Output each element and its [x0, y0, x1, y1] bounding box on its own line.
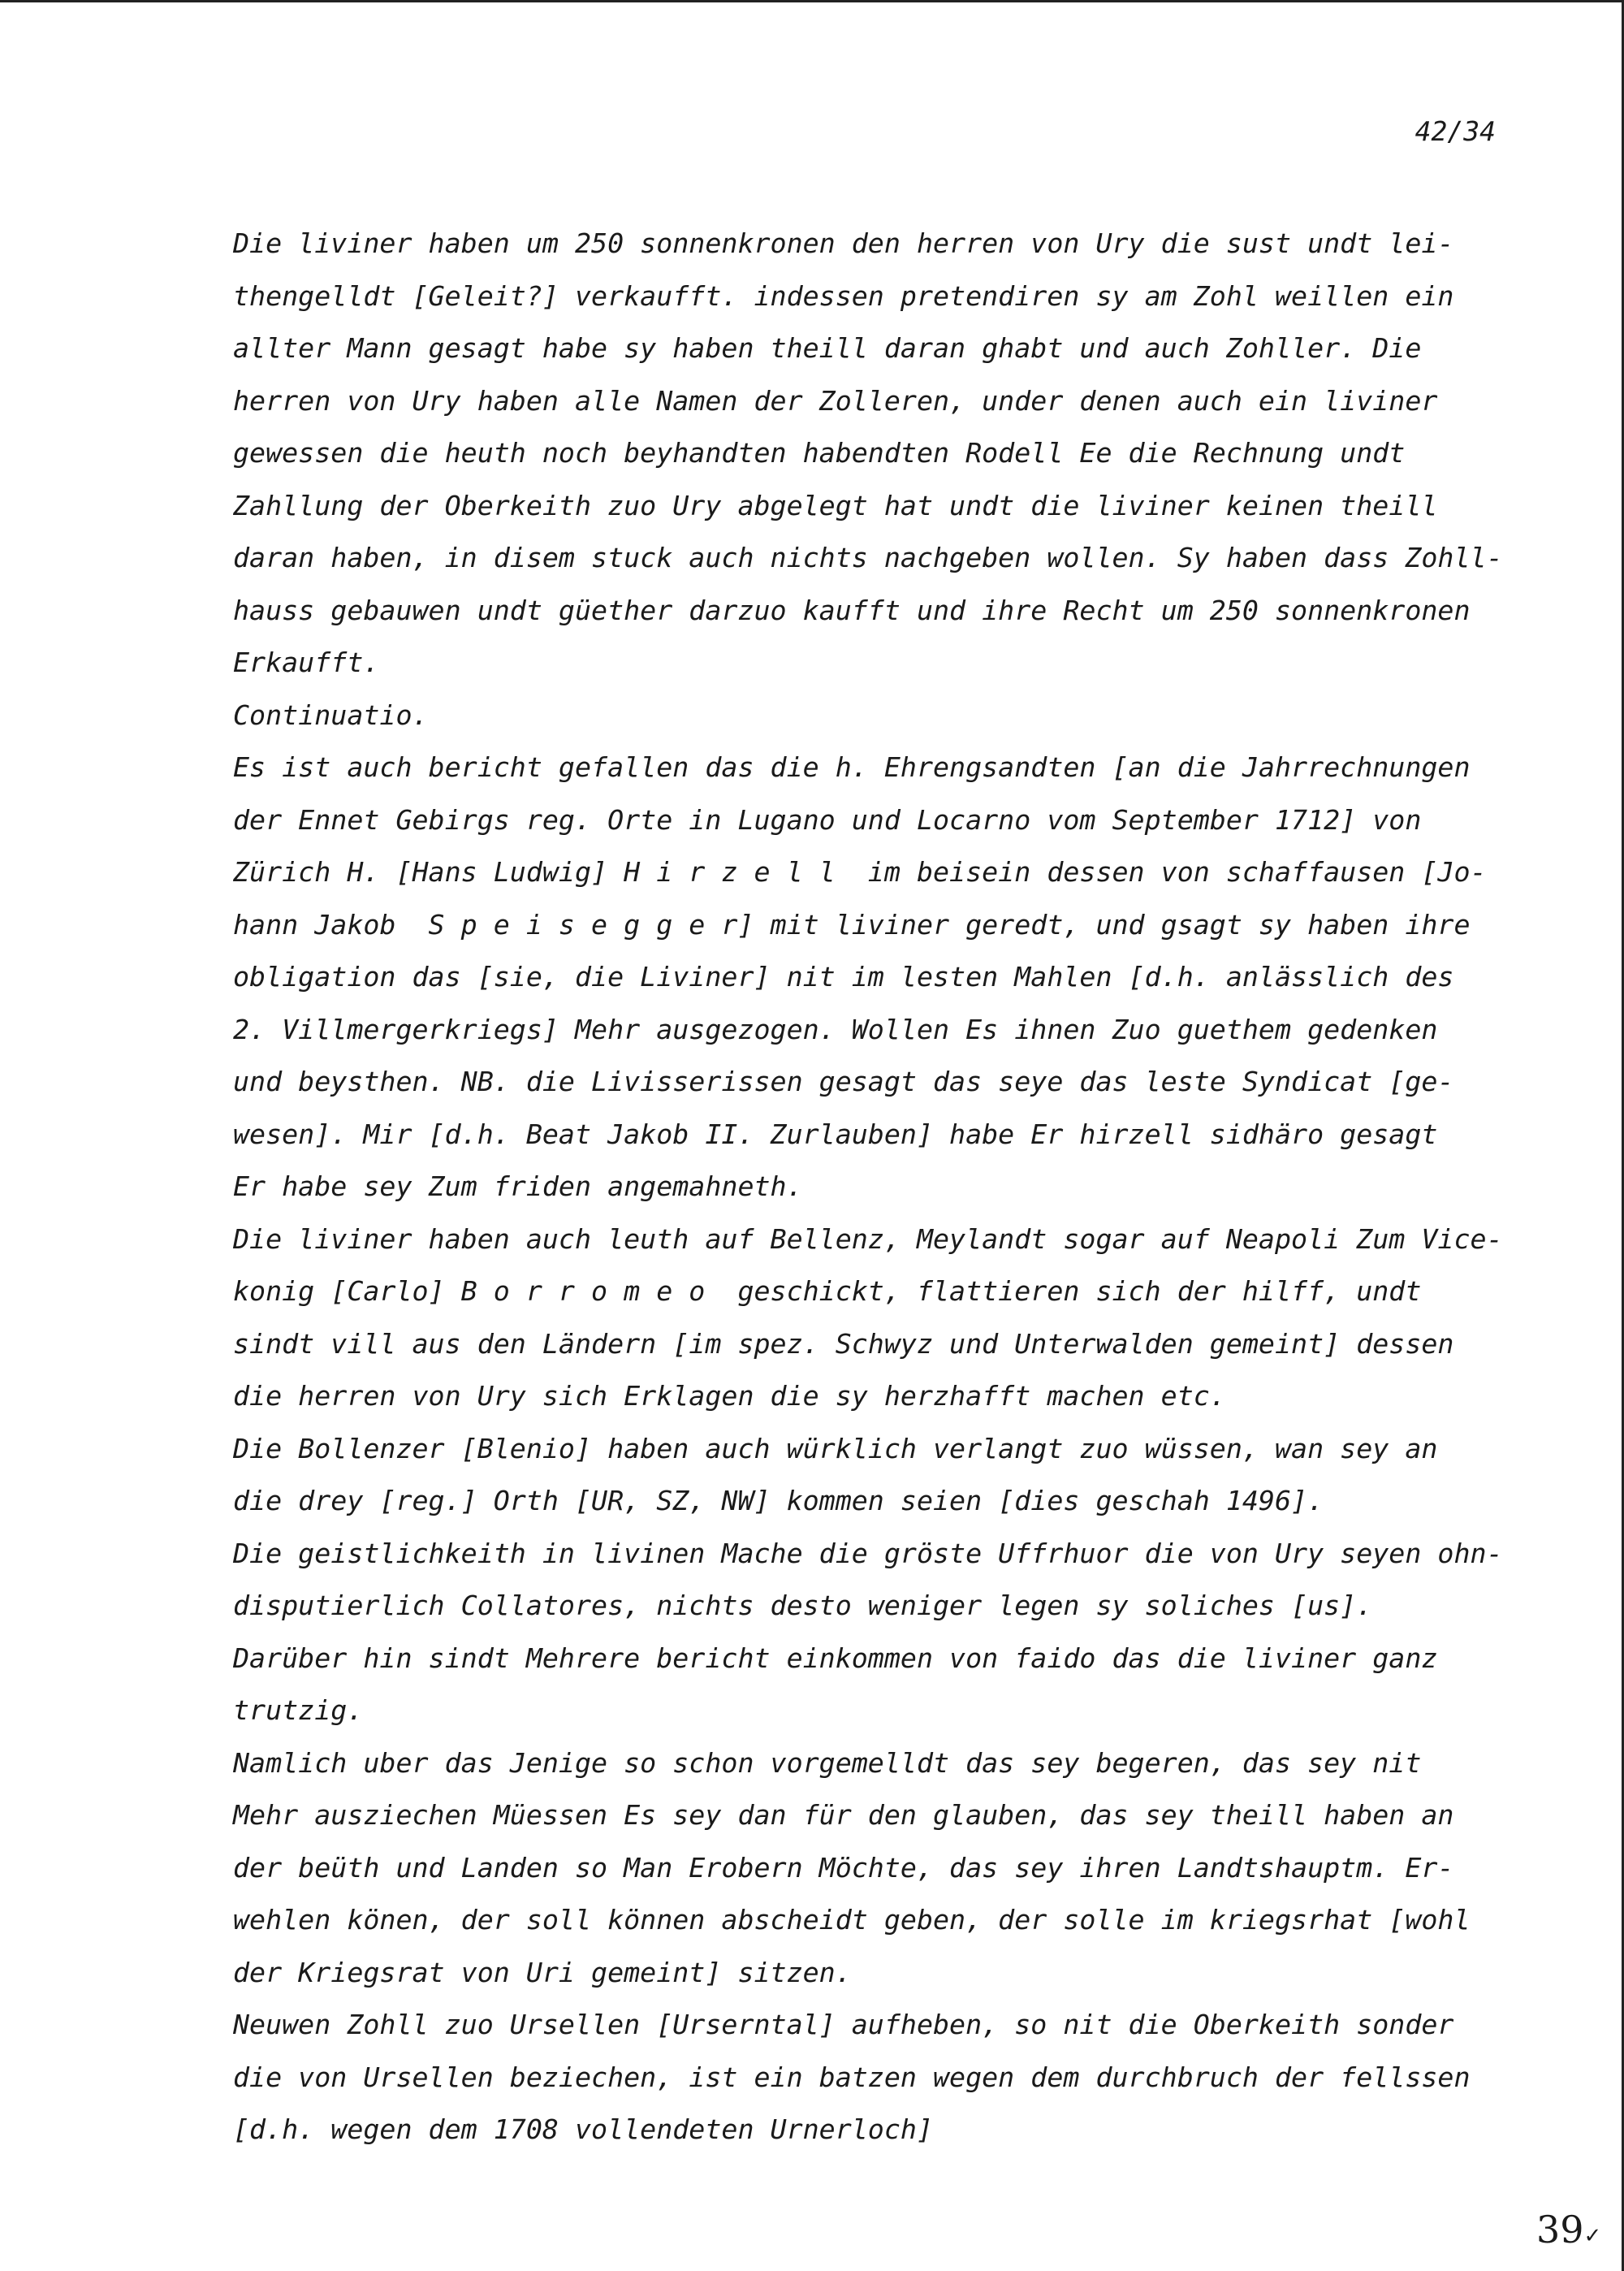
text-line: [d.h. wegen dem 1708 vollendeten Urnerloch]	[233, 2113, 933, 2145]
text-line: wesen]. Mir [d.h. Beat Jakob II. Zurlauben] habe Er hirzell sidhäro gesagt	[233, 1118, 1438, 1150]
text-line: die von Ursellen beziechen, ist ein batzen wegen dem durchbruch der fellssen	[233, 2061, 1471, 2093]
text-line: der beüth und Landen so Man Erobern Möchte, das sey ihren Landtshauptm. Er-	[233, 1851, 1454, 1884]
text-line: allter Mann gesagt habe sy haben theill daran ghabt und auch Zohller. Die	[233, 332, 1422, 364]
text-line: wehlen könen, der soll können abscheidt geben, der solle im kriegsrhat [wohl	[233, 1904, 1471, 1936]
text-line: Die liviner haben auch leuth auf Bellenz, Meylandt sogar auf Neapoli Zum Vice-	[233, 1222, 1503, 1255]
text-line: 2. Villmergerkriegs] Mehr ausgezogen. Wollen Es ihnen Zuo guethem gedenken	[233, 1013, 1438, 1045]
text-line: hauss gebauwen undt güether darzuo kaufft und ihre Recht um 250 sonnenkronen	[233, 594, 1471, 626]
text-line: daran haben, in disem stuck auch nichts nachgeben wollen. Sy haben dass Zohll-	[233, 542, 1503, 573]
text-line: herren von Ury haben alle Namen der Zolleren, under denen auch ein liviner	[233, 384, 1438, 417]
text-line: Er habe sey Zum friden angemahneth.	[233, 1170, 803, 1202]
page-top-border	[0, 0, 1624, 2]
text-line: Zürich H. [Hans Ludwig] H i r z e l l im beisein dessen von schaffausen [Jo-	[233, 856, 1487, 888]
text-line: Namlich uber das Jenige so schon vorgemelldt das sey begeren, das sey nit	[233, 1746, 1422, 1779]
text-line: Die geistlichkeith in livinen Mache die gröste Uffrhuor die von Ury seyen ohn-	[233, 1537, 1503, 1569]
text-line: sindt vill aus den Ländern [im spez. Schwyz und Unterwalden gemeint] dessen	[233, 1327, 1454, 1360]
folio-number: 39	[1536, 2208, 1584, 2252]
text-line: Erkaufft.	[233, 647, 380, 678]
text-line: Neuwen Zohll zuo Ursellen [Urserntal] aufheben, so nit die Oberkeith sonder	[233, 2009, 1454, 2040]
text-line: die drey [reg.] Orth [UR, SZ, NW] kommen seien [dies geschah 1496].	[233, 1485, 1324, 1516]
transcription-text	[233, 218, 1532, 2156]
checkmark-icon: ✓	[1583, 2224, 1602, 2248]
text-line: trutzig.	[233, 1694, 364, 1726]
text-line: Continuatio.	[233, 699, 429, 731]
text-line: Die liviner haben um 250 sonnenkronen den herren von Ury die sust undt lei-	[233, 227, 1454, 259]
text-line: thengelldt [Geleit?] verkaufft. indessen pretendiren sy am Zohl weillen ein	[233, 279, 1454, 312]
text-line: Mehr ausziechen Müessen Es sey dan für den glauben, das sey theill haben an	[233, 1799, 1454, 1831]
text-line: Darüber hin sindt Mehrere bericht einkommen von faido das die liviner ganz	[233, 1642, 1438, 1674]
text-line: Es ist auch bericht gefallen das die h. Ehrengsandten [an die Jahrrechnungen	[233, 751, 1471, 783]
text-line: der Kriegsrat von Uri gemeint] sitzen.	[233, 1956, 852, 1988]
text-line: gewessen die heuth noch beyhandten habendten Rodell Ee die Rechnung undt	[233, 437, 1406, 469]
text-line: und beysthen. NB. die Livisserissen gesagt das seye das leste Syndicat [ge-	[233, 1066, 1454, 1097]
text-line: Zahllung der Oberkeith zuo Ury abgelegt hat undt die liviner keinen theill	[233, 489, 1438, 521]
text-line: konig [Carlo] B o r r o m e o geschickt, flattieren sich der hilff, undt	[233, 1275, 1422, 1307]
text-line: die herren von Ury sich Erklagen die sy herzhafft machen etc.	[233, 1380, 1226, 1412]
text-line: hann Jakob S p e i s e g g e r] mit liviner geredt, und gsagt sy haben ihre	[233, 908, 1471, 941]
text-line: disputierlich Collatores, nichts desto weniger legen sy soliches [us].	[233, 1590, 1373, 1621]
text-line: Die Bollenzer [Blenio] haben auch würklich verlangt zuo wüssen, wan sey an	[233, 1432, 1438, 1464]
text-line: der Ennet Gebirgs reg. Orte in Lugano und Locarno vom September 1712] von	[233, 803, 1422, 836]
page-number: 42/34	[1415, 115, 1496, 147]
text-line: obligation das [sie, die Liviner] nit im lesten Mahlen [d.h. anlässlich des	[233, 961, 1454, 993]
handwritten-folio-number	[1536, 2208, 1601, 2252]
